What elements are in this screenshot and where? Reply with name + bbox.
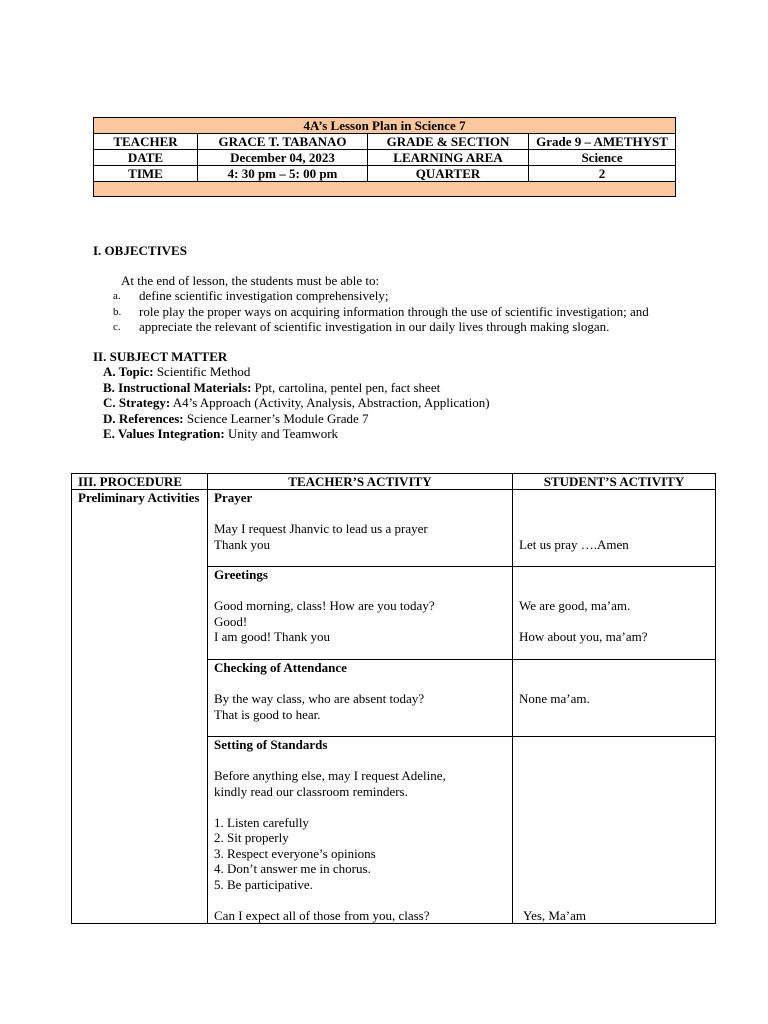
standards-title: Setting of Standards [214,737,328,752]
quarter-value: 2 [529,166,676,182]
learning-area-value: Science [529,150,676,166]
date-value: December 04, 2023 [198,150,368,166]
attendance-title: Checking of Attendance [214,660,347,675]
quarter-label: QUARTER [368,166,529,182]
subject-matter-heading: II. SUBJECT MATTER [93,349,228,364]
objectives-intro: At the end of lesson, the students must be able to: [121,273,380,288]
preliminary-activities-label: Preliminary Activities [72,490,208,924]
objectives-list [113,288,683,335]
grade-section-value: Grade 9 – AMETHYST [529,134,676,150]
standards-student-cell: Yes, Ma’am [513,737,716,924]
time-label: TIME [94,166,198,182]
lesson-plan-header-table [93,117,676,197]
subject-matter-values: E. Values Integration: Unity and Teamwork [103,426,339,441]
header-blank-row [94,182,676,197]
objectives-heading: I. OBJECTIVES [93,243,187,258]
teacher-value: GRACE T. TABANAO [198,134,368,150]
objective-item: c. appreciate the relevant of scientific investigation in our daily lives through making slogan. [113,319,610,334]
date-label: DATE [94,150,198,166]
standards-teacher-cell: Setting of Standards Before anything else, may I request Adeline, kindly read our classroom reminders. 1. Listen carefully 2. Sit properly 3. Respect everyone’s opinions 4. Don’t answer me in chorus. 5. Be participative. Can I expect all of those from you, class? [208,737,513,924]
objective-item: b. role play the proper ways on acquiring information through the use of scientific investigation; and [113,303,649,319]
teacher-label: TEACHER [94,134,198,150]
subject-matter-references: D. References: Science Learner’s Module Grade 7 [103,410,369,426]
procedure-header: III. PROCEDURE [72,474,208,490]
teacher-activity-header: TEACHER’S ACTIVITY [208,474,513,490]
greetings-student-cell: We are good, ma’am. How about you, ma’am? [513,567,716,660]
prayer-teacher-cell: Prayer May I request Jhanvic to lead us a prayer Thank you [208,490,513,567]
learning-area-label: LEARNING AREA [368,150,529,166]
attendance-student-cell: None ma’am. [513,660,716,737]
student-activity-header: STUDENT’S ACTIVITY [513,474,716,490]
subject-matter-topic: A. Topic: Scientific Method [103,364,251,379]
prayer-title: Prayer [214,490,253,505]
reminder-item: 2. Sit properly [214,830,289,845]
procedure-table [71,473,716,924]
prayer-student-cell: Let us pray ….Amen [513,490,716,567]
time-value: 4: 30 pm – 5: 00 pm [198,166,368,182]
objective-item: a. define scientific investigation comprehensively; [113,288,389,303]
attendance-teacher-cell: Checking of Attendance By the way class, who are absent today? That is good to hear. [208,660,513,737]
subject-matter-materials: B. Instructional Materials: Ppt, cartolina, pentel pen, fact sheet [103,379,441,395]
subject-matter-strategy: C. Strategy: A4’s Approach (Activity, Analysis, Abstraction, Application) [103,395,490,410]
reminder-item: 3. Respect everyone’s opinions [214,845,376,861]
grade-section-label: GRADE & SECTION [368,134,529,150]
reminder-item: 5. Be participative. [214,876,313,892]
greetings-title: Greetings [214,567,268,582]
reminder-item: 1. Listen carefully [214,814,309,830]
greetings-teacher-cell: Greetings Good morning, class! How are you today? Good! I am good! Thank you [208,567,513,660]
lesson-plan-title: 4A’s Lesson Plan in Science 7 [94,118,676,134]
subject-matter-list [103,364,490,442]
reminder-item: 4. Don’t answer me in chorus. [214,861,371,876]
